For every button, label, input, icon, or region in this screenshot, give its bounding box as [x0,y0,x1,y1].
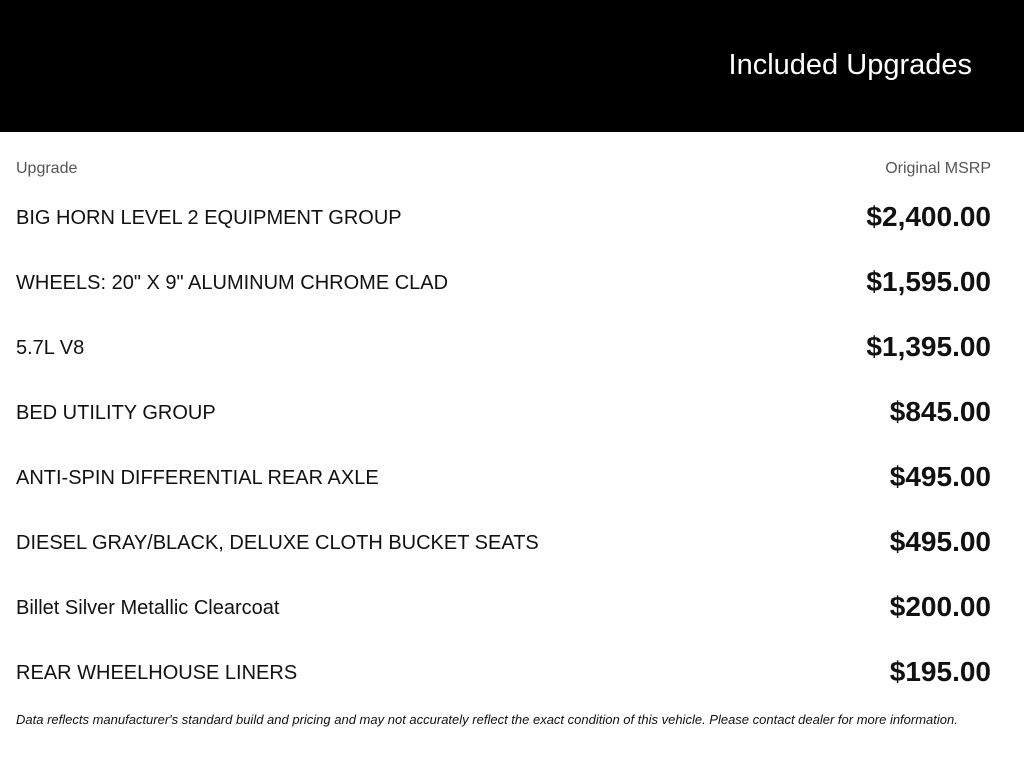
upgrade-price: $495.00 [889,461,991,492]
upgrade-row [16,517,991,582]
disclaimer-text: Data reflects manufacturer's standard build and pricing and may not accurately reflect the exact condition of this vehicle. Please contact dealer for more information. [16,712,958,727]
upgrade-name: WHEELS: 20" X 9" ALUMINUM CHROME CLAD [16,272,449,294]
upgrade-name: BED UTILITY GROUP [16,402,216,424]
upgrade-row [16,452,991,517]
upgrade-row [16,257,991,322]
upgrade-price: $200.00 [889,591,991,622]
upgrade-row [16,322,991,387]
upgrade-price: $845.00 [889,396,991,427]
upgrade-price: $495.00 [889,526,991,557]
upgrade-name: DIESEL GRAY/BLACK, DELUXE CLOTH BUCKET SEATS [16,532,539,554]
upgrade-row [16,387,991,452]
upgrade-list [16,192,991,712]
column-header-upgrade: Upgrade [16,160,78,177]
upgrade-row [16,192,991,257]
upgrade-row [16,582,991,647]
upgrade-name: BIG HORN LEVEL 2 EQUIPMENT GROUP [16,207,402,229]
upgrade-name: Billet Silver Metallic Clearcoat [16,597,280,619]
page-title: Included Upgrades [728,49,972,81]
upgrade-name: ANTI-SPIN DIFFERENTIAL REAR AXLE [16,467,379,489]
page-header [0,0,1024,132]
column-headers [16,160,991,180]
upgrade-price: $195.00 [889,656,991,687]
upgrade-name: REAR WHEELHOUSE LINERS [16,662,298,684]
column-header-msrp: Original MSRP [885,160,991,177]
upgrade-price: $1,595.00 [866,266,991,297]
upgrade-price: $1,395.00 [866,331,991,362]
upgrade-name: 5.7L V8 [16,337,85,359]
upgrade-row [16,647,991,712]
upgrade-price: $2,400.00 [866,201,991,232]
